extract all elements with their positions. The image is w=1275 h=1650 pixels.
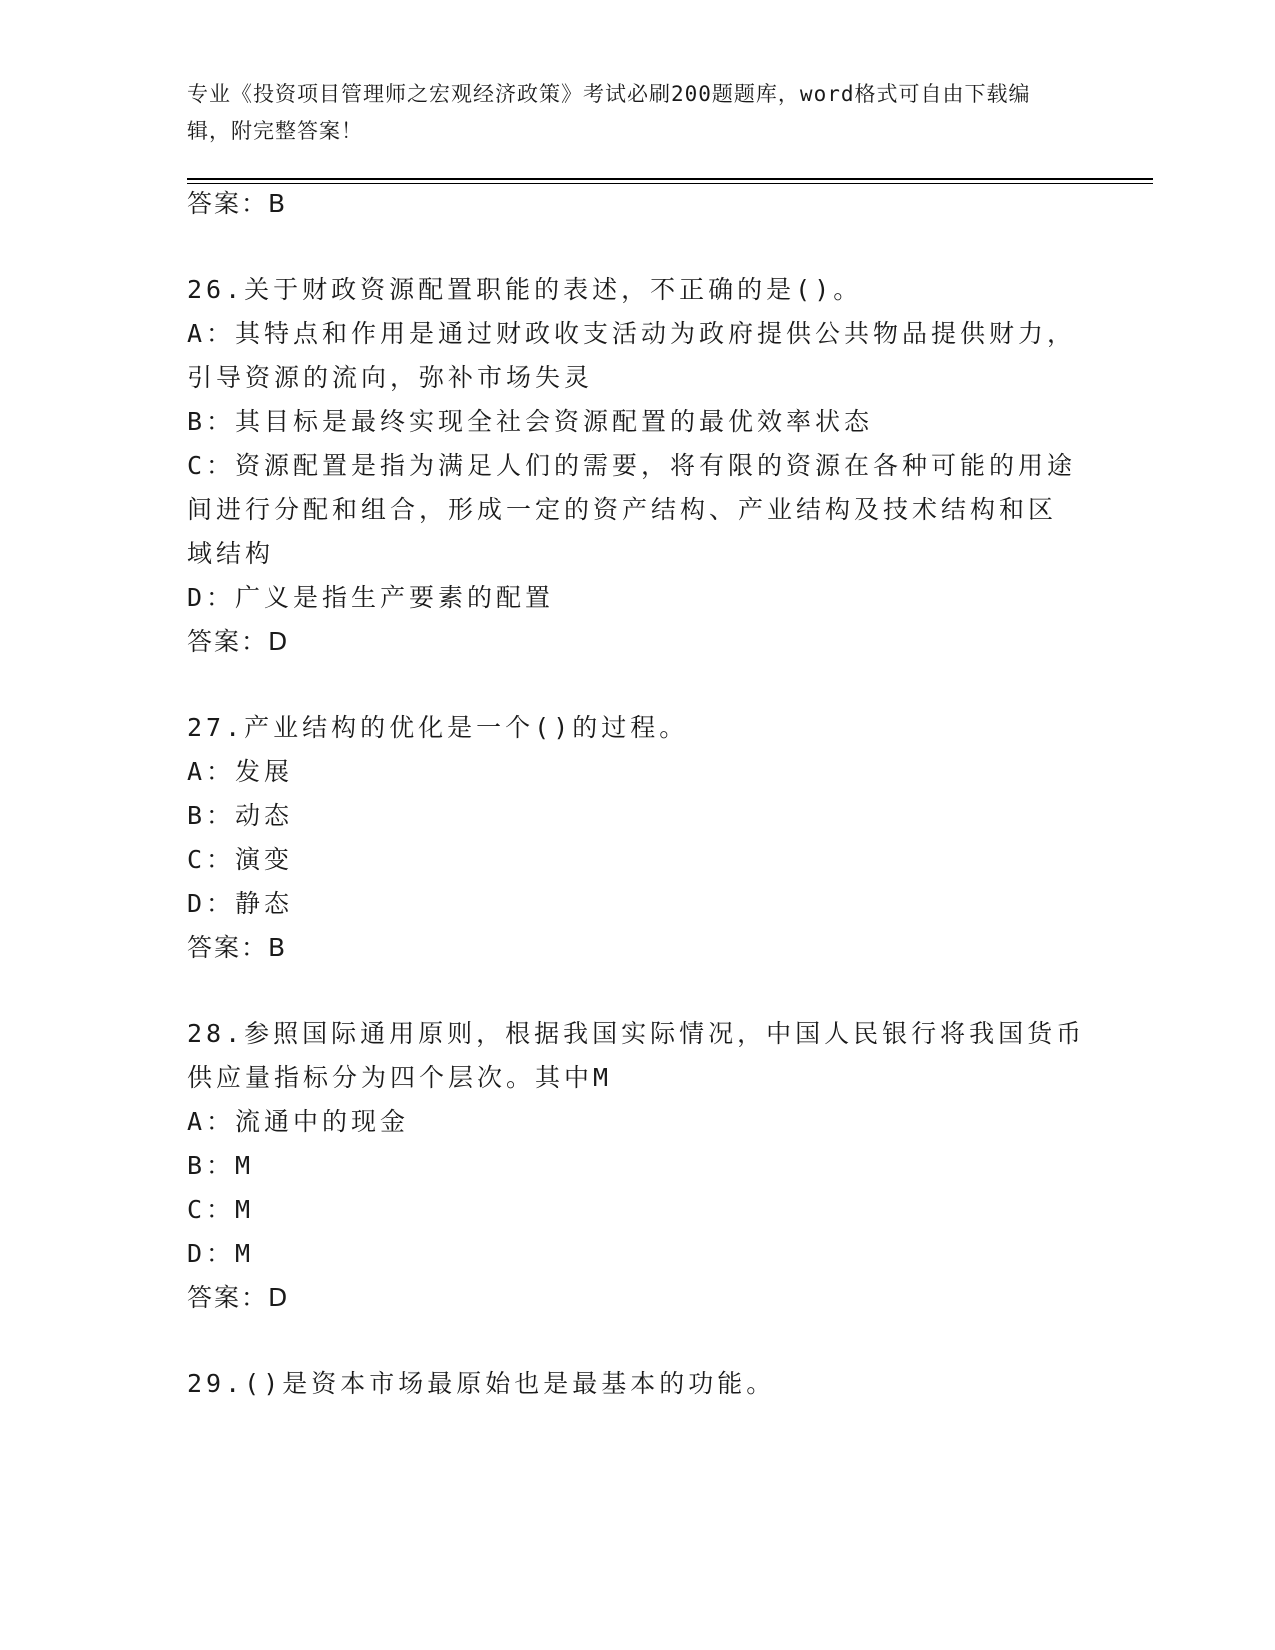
question-26-option-c-line3: 域结构 [187, 539, 275, 568]
question-28-option-a: A：流通中的现金 [187, 1107, 410, 1136]
question-28-option-b: B：M [187, 1151, 255, 1180]
question-27-option-a: A：发展 [187, 757, 294, 786]
question-29-stem: 29.()是资本市场最原始也是最基本的功能。 [187, 1369, 776, 1398]
question-26-option-d: D：广义是指生产要素的配置 [187, 583, 555, 612]
question-26-stem: 26.关于财政资源配置职能的表述，不正确的是()。 [187, 275, 863, 304]
question-28-option-d: D：M [187, 1239, 255, 1268]
question-27-option-c: C：演变 [187, 845, 294, 874]
answer-25: 答案：B [187, 189, 288, 218]
answer-28: 答案：D [187, 1283, 290, 1312]
question-26-option-c-line2: 间进行分配和组合，形成一定的资产结构、产业结构及技术结构和区 [187, 495, 1058, 524]
question-26-option-b: B：其目标是最终实现全社会资源配置的最优效率状态 [187, 407, 874, 436]
question-28-stem-line1: 28.参照国际通用原则，根据我国实际情况，中国人民银行将我国货币 [187, 1019, 1086, 1048]
question-27-option-d: D：静态 [187, 889, 294, 918]
question-27-option-b: B：动态 [187, 801, 294, 830]
question-26-option-c-line1: C：资源配置是指为满足人们的需要，将有限的资源在各种可能的用途 [187, 451, 1077, 480]
question-28-option-c: C：M [187, 1195, 255, 1224]
question-26-option-a-line2: 引导资源的流向，弥补市场失灵 [187, 363, 594, 392]
question-28-stem-line2: 供应量指标分为四个层次。其中M [187, 1063, 613, 1092]
question-26-option-a-line1: A：其特点和作用是通过财政收支活动为政府提供公共物品提供财力， [187, 319, 1077, 348]
question-27-stem: 27.产业结构的优化是一个()的过程。 [187, 713, 689, 742]
answer-26: 答案：D [187, 627, 290, 656]
document-header: 专业《投资项目管理师之宏观经济政策》考试必刷200题题库，word格式可自由下载编辑，附完整答案！ [187, 82, 1031, 143]
answer-27: 答案：B [187, 933, 288, 962]
header-divider-thick [187, 178, 1153, 180]
header-divider-thin [187, 183, 1153, 184]
